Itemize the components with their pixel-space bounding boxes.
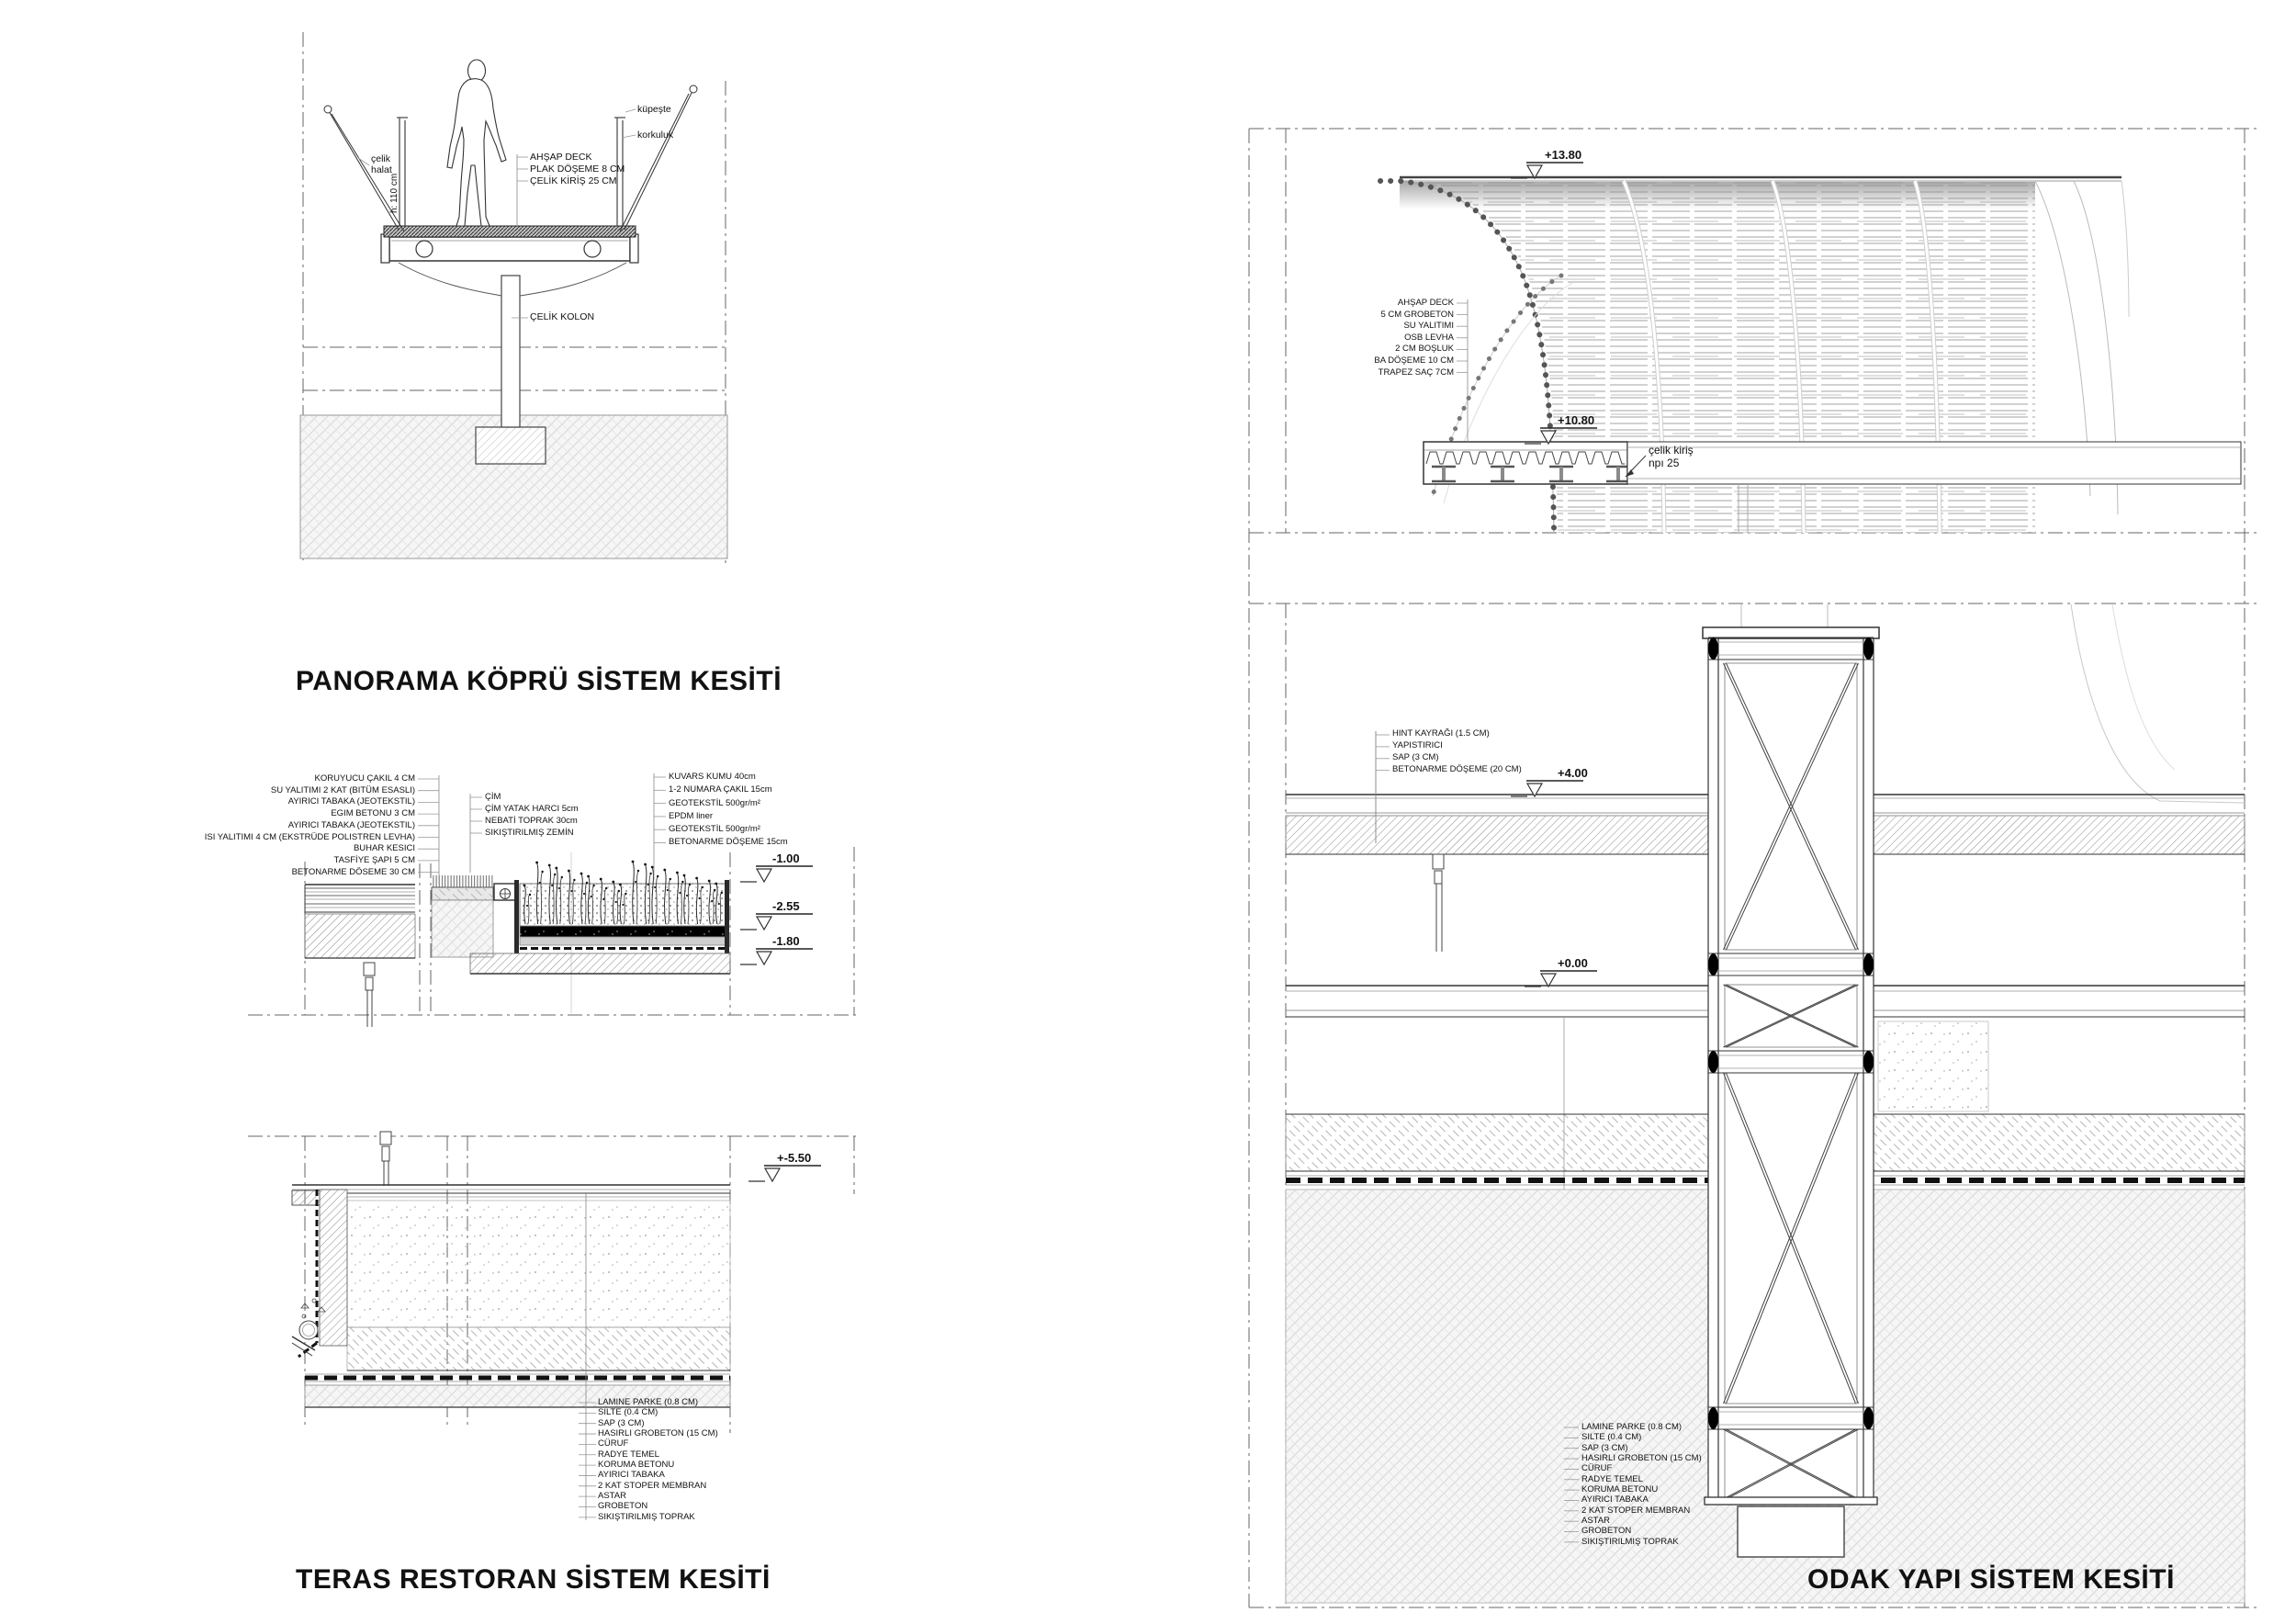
layer-label: 2 CM BOŞLUK: [1395, 344, 1454, 355]
layer-label: ISI YALITIMI 4 CM (EKSTRÜDE POLISTREN LEVHA): [204, 831, 415, 842]
elevation-markers: [740, 163, 1597, 1181]
elev-0-00: +0.00: [1558, 956, 1588, 970]
odak-roof-labels: [1322, 298, 1454, 378]
layer-label: SAP (3 CM): [598, 1417, 645, 1428]
layer-label: ÇİM: [485, 792, 501, 802]
elev-13-80: +13.80: [1545, 148, 1582, 162]
layer-label: OSB LEVHA: [1404, 332, 1454, 343]
layer-label: ÇİM YATAK HARCI 5cm: [485, 804, 579, 814]
teras-lower-detail: [248, 1132, 859, 1433]
teras-title: TERAS RESTORAN SİSTEM KESİTİ: [296, 1564, 771, 1595]
layer-label: CÜRUF: [598, 1438, 629, 1449]
layer-label: EGIM BETONU 3 CM: [331, 808, 415, 819]
layer-label: GEOTEKSTİL 500gr/m²: [669, 824, 760, 835]
layer-label: AHŞAP DECK: [1397, 298, 1454, 308]
layer-label: 5 CM GROBETON: [1380, 309, 1454, 320]
layer-label: PLAK DÖŞEME 8 CM: [530, 164, 625, 175]
person-figure: [447, 60, 506, 226]
bridge-deck-labels: [530, 152, 625, 187]
layer-label: CÜRUF: [1581, 1463, 1613, 1474]
layer-label: SU YALITIMI 2 KAT (BITÜM ESASLI): [270, 784, 415, 795]
layer-label: TASFİYE ŞAPI 5 CM: [333, 854, 415, 865]
layer-label: SU YALITIMI: [1403, 321, 1454, 332]
kupeste-label: küpeşte: [637, 104, 671, 115]
layer-label: LAMINE PARKE (0.8 CM): [1581, 1422, 1683, 1432]
layer-label: AYIRICI TABAKA: [598, 1470, 665, 1481]
odak-mid-labels: [1392, 728, 1522, 776]
layer-label: KORUMA BETONU: [598, 1460, 675, 1471]
layer-label: GROBETON: [598, 1501, 648, 1512]
layer-label: AYIRICI TABAKA (JEOTEKSTIL): [287, 796, 415, 807]
layer-label: KORUMA BETONU: [1581, 1484, 1659, 1495]
celik-kolon-label: ÇELİK KOLON: [530, 311, 595, 322]
layer-label: HASIRLI GROBETON (15 CM): [598, 1428, 718, 1439]
layer-label: KUVARS KUMU 40cm: [669, 772, 756, 782]
layer-label: EPDM liner: [669, 810, 714, 821]
layer-label: TRAPEZ SAÇ 7CM: [1378, 367, 1454, 378]
odak-floor-labels: [1581, 1422, 1702, 1547]
layer-label: LAMINE PARKE (0.8 CM): [598, 1397, 699, 1407]
layer-label: SIKIŞTIRILMIŞ ZEMİN: [485, 828, 574, 838]
layer-label: SAP (3 CM): [1392, 751, 1439, 762]
layer-label: ASTAR: [1581, 1516, 1610, 1527]
layer-label: HINT KAYRAĞI (1.5 CM): [1392, 728, 1490, 739]
h110-label: h: 110 cm: [389, 173, 400, 213]
layer-label: GEOTEKSTİL 500gr/m²: [669, 797, 760, 808]
layer-label: BETONARME DÖSEME 30 CM: [291, 866, 415, 877]
korkuluk-label: korkuluk: [637, 130, 674, 141]
odak-title: ODAK YAPI SİSTEM KESİTİ: [1807, 1564, 2175, 1595]
layer-label: 2 KAT STOPER MEMBRAN: [1581, 1505, 1691, 1516]
layer-label: SIKIŞTIRILMIŞ TOPRAK: [1581, 1536, 1679, 1547]
layer-label: YAPISTIRICI: [1392, 739, 1443, 750]
elev-10-80: +10.80: [1558, 413, 1595, 427]
layer-label: SILTE (0.4 CM): [598, 1407, 658, 1418]
layer-label: RADYE TEMEL: [1581, 1473, 1643, 1484]
layer-label: AHŞAP DECK: [530, 152, 592, 163]
teras-mid-labels: [485, 791, 579, 839]
celik-kiris-label: çelik kiriş npı 25: [1649, 444, 1694, 469]
layer-label: BA DÖŞEME 10 CM: [1374, 355, 1454, 366]
layer-label: 2 KAT STOPER MEMBRAN: [598, 1480, 707, 1491]
layer-label: 1-2 NUMARA ÇAKIL 15cm: [669, 784, 772, 795]
teras-right-labels: [669, 771, 788, 850]
layer-label: KORUYUCU ÇAKIL 4 CM: [314, 773, 415, 784]
layer-label: AYIRICI TABAKA: [1581, 1494, 1649, 1506]
layer-label: ASTAR: [598, 1491, 626, 1502]
elev-minus-2-55: -2.55: [772, 899, 800, 913]
truss-column: [1703, 627, 1879, 1505]
elev-minus-1-80: -1.80: [772, 934, 800, 948]
layer-label: SILTE (0.4 CM): [1581, 1432, 1642, 1443]
panorama-title: PANORAMA KÖPRÜ SİSTEM KESİTİ: [296, 666, 782, 696]
layer-label: AYIRICI TABAKA (JEOTEKSTIL): [287, 819, 415, 830]
teras-floor-labels: [598, 1397, 718, 1522]
elev-minus-5-50: +-5.50: [777, 1151, 812, 1165]
layer-label: NEBATİ TOPRAK 30cm: [485, 816, 578, 826]
layer-label: SAP (3 CM): [1581, 1442, 1628, 1453]
layer-label: ÇELİK KİRİŞ 25 CM: [530, 175, 617, 186]
layer-label: GROBETON: [1581, 1526, 1632, 1537]
celik-halat-label: çelik halat: [371, 153, 392, 175]
teras-left-labels: [199, 773, 415, 878]
layer-label: HASIRLI GROBETON (15 CM): [1581, 1453, 1702, 1464]
layer-label: RADYE TEMEL: [598, 1449, 659, 1460]
layer-label: BETONARME DÖŞEME (20 CM): [1392, 763, 1522, 774]
layer-label: BUHAR KESICI: [353, 843, 415, 854]
elev-minus-1-00: -1.00: [772, 851, 800, 865]
elev-4-00: +4.00: [1558, 766, 1588, 780]
layer-label: SIKIŞTIRILMIŞ TOPRAK: [598, 1511, 695, 1522]
layer-label: BETONARME DÖŞEME 15cm: [669, 837, 788, 848]
